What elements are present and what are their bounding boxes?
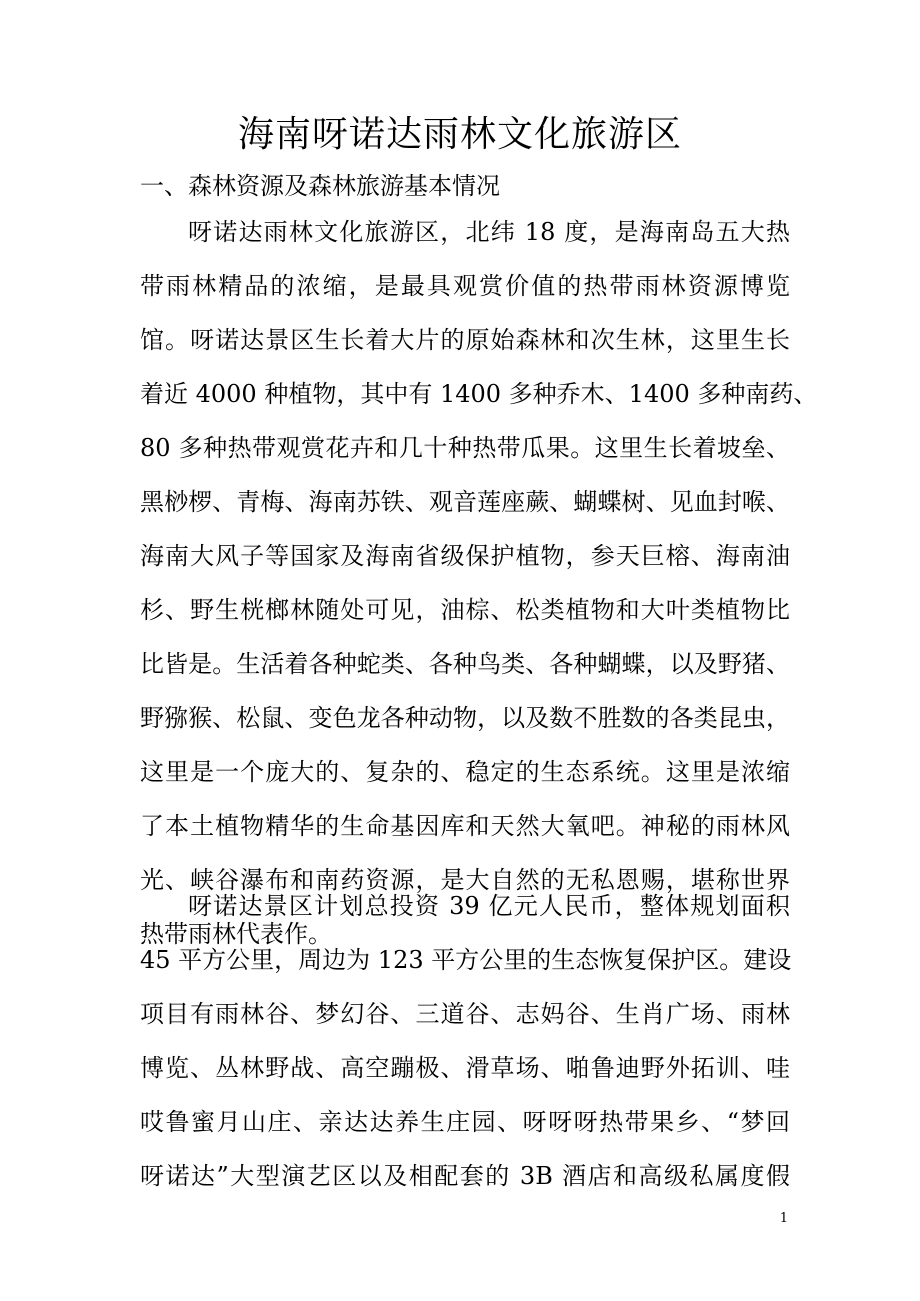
paragraph-line: 博览、丛林野战、高空蹦极、滑草场、啪鲁迪野外拓训、哇 xyxy=(140,1054,790,1082)
paragraph-line: 馆。呀诺达景区生长着大片的原始森林和次生林，这里生长 xyxy=(140,326,790,354)
paragraph-line: 带雨林精品的浓缩，是最具观赏价值的热带雨林资源博览 xyxy=(140,272,790,300)
paragraph-line: 项目有雨林谷、梦幻谷、三道谷、志妈谷、生肖广场、雨林 xyxy=(140,1000,790,1028)
paragraph-line: 热带雨林代表作。 xyxy=(140,920,332,948)
paragraph-line: 野猕猴、松鼠、变色龙各种动物，以及数不胜数的各类昆虫， xyxy=(140,704,790,732)
paragraph-line: 比皆是。生活着各种蛇类、各种鸟类、各种蝴蝶，以及野猪、 xyxy=(140,650,790,678)
paragraph-line: 哎鲁蜜月山庄、亲达达养生庄园、呀呀呀热带果乡、“梦回 xyxy=(140,1108,790,1136)
paragraph-line: 呀诺达”大型演艺区以及相配套的 3B 酒店和高级私属度假 xyxy=(140,1162,790,1190)
document-title: 海南呀诺达雨林文化旅游区 xyxy=(237,114,682,155)
paragraph-line: 杉、野生桄榔林随处可见，油棕、松类植物和大叶类植物比 xyxy=(140,596,790,624)
paragraph-line: 呀诺达景区计划总投资 39 亿元人民币，整体规划面积 xyxy=(188,892,790,920)
paragraph-1 xyxy=(140,212,818,968)
paragraph-line: 着近 4000 种植物，其中有 1400 多种乔木、1400 多种南药、 xyxy=(140,380,818,408)
paragraph-line: 了本土植物精华的生命基因库和天然大氧吧。神秘的雨林风 xyxy=(140,812,790,840)
paragraph-2 xyxy=(140,886,790,1210)
paragraph-line: 45 平方公里，周边为 123 平方公里的生态恢复保护区。建设 xyxy=(140,946,792,974)
section-heading: 一、森林资源及森林旅游基本情况 xyxy=(140,172,500,200)
paragraph-line: 光、峡谷瀑布和南药资源，是大自然的无私恩赐，堪称世界 xyxy=(140,866,790,894)
paragraph-line: 海南大风子等国家及海南省级保护植物，参天巨榕、海南油 xyxy=(140,542,790,570)
paragraph-line: 这里是一个庞大的、复杂的、稳定的生态系统。这里是浓缩 xyxy=(140,758,790,786)
page-number: 1 xyxy=(779,1211,788,1226)
paragraph-line: 呀诺达雨林文化旅游区，北纬 18 度，是海南岛五大热 xyxy=(188,218,790,246)
paragraph-line: 黑桫椤、青梅、海南苏铁、观音莲座蕨、蝴蝶树、见血封喉、 xyxy=(140,488,790,516)
paragraph-line: 80 多种热带观赏花卉和几十种热带瓜果。这里生长着坡垒、 xyxy=(140,434,790,462)
